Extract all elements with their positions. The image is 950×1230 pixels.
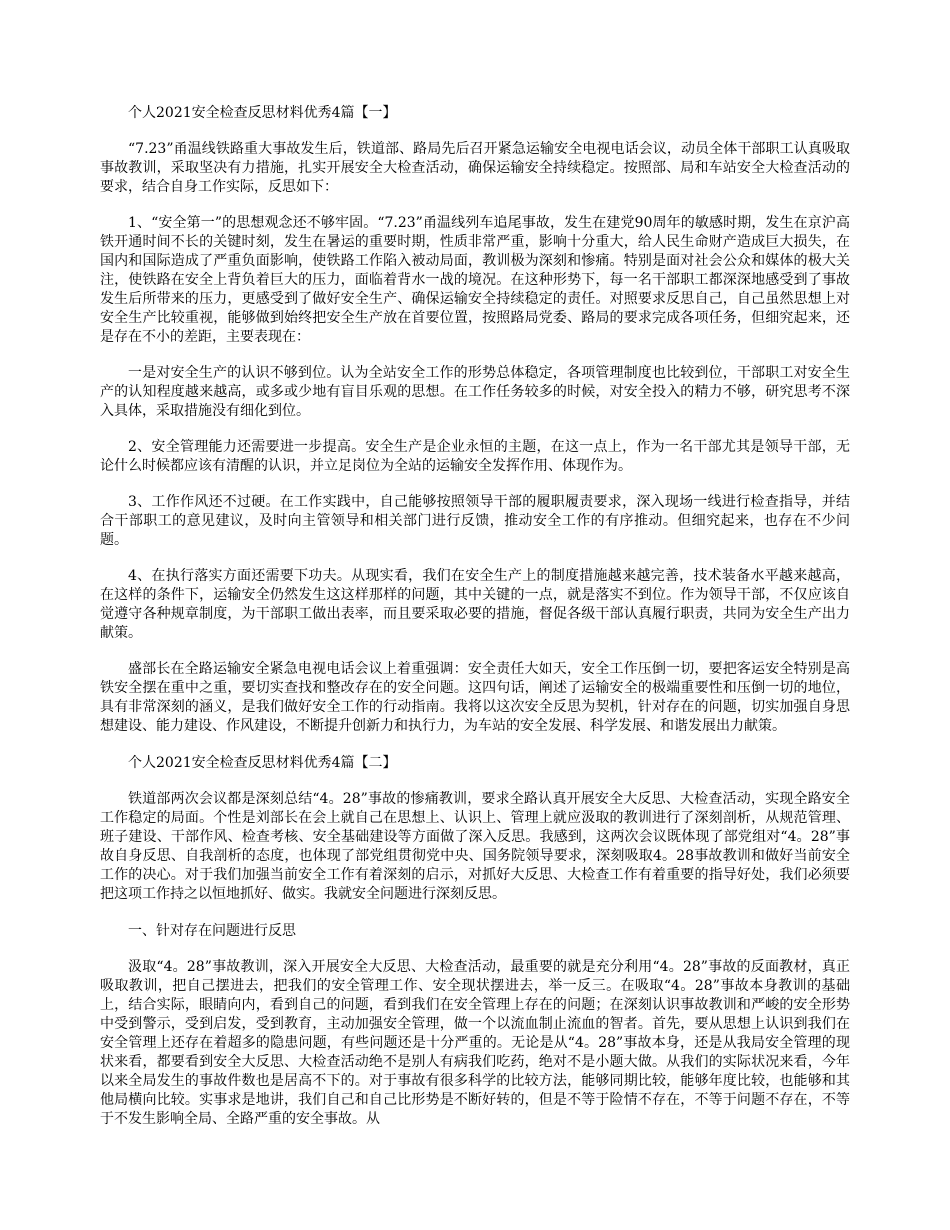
paragraph-4: 2、安全管理能力还需要进一步提高。安全生产是企业永恒的主题，在这一点上，作为一名干部尤其是领导干部，无论什么时候都应该有清醒的认识，并立足岗位为全站的运输安全发挥作用、体现作为。: [100, 439, 850, 474]
paragraph-6: 4、在执行落实方面还需要下功夫。从现实看，我们在安全生产上的制度措施越来越完善，技术装备水平越来越高，在这样的条件下，运输安全仍然发生这这样那样的问题，其中关键的一点，就是落实不到位。作为领导干部，不仅应该自觉遵守各种规章制度，为干部职工做出表率，而且要采取必要的措施，督促各级干部认真履行职责，共同为安全生产出力献策。: [100, 568, 850, 641]
paragraph-7: 盛部长在全路运输安全紧急电视电话会议上着重强调：安全责任大如天，安全工作压倒一切，要把客运安全特别是高铁安全摆在重中之重，要切实查找和整改存在的安全问题。这四句话，阐述了运输安全的极端重要性和压倒一切的地位，具有非常深刻的涵义，是我们做好安全工作的行动指南。我将以这次安全反思为契机，针对存在的问题，切实加强自身思想建设、能力建设、作风建设，不断提升创新力和执行力，为车站的安全发展、科学发展、和谐发展出力献策。: [100, 661, 850, 734]
section-heading-2: 个人2021安全检查反思材料优秀4篇【二】: [128, 755, 397, 771]
paragraph-5: 3、工作作风还不过硬。在工作实践中，自己能够按照领导干部的履职履责要求，深入现场一线进行检查指导，并结合干部职工的意见建议，及时向主管领导和相关部门进行反馈，推动安全工作的有序推动。但细究起来，也存在不少问题。: [100, 494, 850, 548]
paragraph-2: 1、“安全第一”的思想观念还不够牢固。“7.23”甬温线列车追尾事故，发生在建党90周年的敏感时期，发生在京沪高铁开通时间不长的关键时刻，发生在暑运的重要时期，性质非常严重，影响十分重大，给人民生命财产造成巨大损失，在国内和国际造成了严重负面影响，使铁路工作陷入被动局面，教训极为深刻和惨痛。特别是面对社会公众和媒体的极大关注，使铁路在安全上背负着巨大的压力，面临着背水一战的境况。在这种形势下，每一名干部职工都深深地感受到了事故发生后所带来的压力，更感受到了做好安全生产、确保运输安全持续稳定的责任。对照要求反思自己，自己虽然思想上对安全生产比较重视，能够做到始终把安全生产放在首要位置，按照路局党委、路局的要求完成各项任务，但细究起来，还是存在不小的差距，主要表现在：: [100, 215, 850, 345]
paragraph-8: 铁道部两次会议都是深刻总结“4。28”事故的惨痛教训，要求全路认真开展安全大反思、大检查活动，实现全路安全工作稳定的局面。个性是刘部长在会上就自己在思想上、认识上、管理上就应汲取的教训进行了深刻剖析，从规范管理、班子建设、干部作风、检查考核、安全基础建设等方面做了深入反思。我感到，这两次会议既体现了部党组对“4。28”事故自身反思、自我剖析的态度，也体现了部党组贯彻党中央、国务院领导要求，深刻吸取4。28事故教训和做好当前安全工作的决心。对于我们加强当前安全工作有着深刻的启示，对抓好大反思、大检查工作有着重要的指导好处，我们必须要把这项工作持之以恒地抓好、做实。我就安全问题进行深刻反思。: [100, 791, 850, 902]
paragraph-9: 汲取“4。28”事故教训，深入开展安全大反思、大检查活动，最重要的就是充分利用“4。28”事故的反面教材，真正吸取教训，把自己摆进去，把我们的安全管理工作、安全现状摆进去，举一反三。在吸取“4。28”事故本身教训的基础上，结合实际，眼睛向内，看到自己的问题，看到我们在安全管理上存在的问题；在深刻认识事故教训和严峻的安全形势中受到警示，受到启发，受到教育，主动加强安全管理，做一个以流血制止流血的智者。首先，要从思想上认识到我们在安全管理上还存在着超多的隐患问题，有些问题还是十分严重的。无论是从“4。28”事故本身，还是从我局安全管理的现状来看，都要看到安全大反思、大检查活动绝不是别人有病我们吃药，绝对不是小题大做。从我们的实际状况来看，今年以来全局发生的事故件数也是居高不下的。对于事故有很多科学的比较方法，能够同期比较，能够年度比较，也能够和其他局横向比较。实事求是地讲，我们自己和自己比形势是不断好转的，但是不等于险情不存在，不等于问题不存在，不等于不发生影响全局、全路严重的安全事故。从: [100, 959, 850, 1127]
section-heading-1: 个人2021安全检查反思材料优秀4篇【一】: [128, 105, 397, 121]
paragraph-3: 一是对安全生产的认识不够到位。认为全站安全工作的形势总体稳定，各项管理制度也比较到位，干部职工对安全生产的认知程度越来越高，或多或少地有盲目乐观的思想。在工作任务较多的时候，对安全投入的精力不够，研究思考不深入具体，采取措施没有细化到位。: [100, 365, 850, 419]
section-heading-3: 一、针对存在问题进行反思: [128, 923, 296, 939]
paragraph-1: “7.23”甬温线铁路重大事故发生后，铁道部、路局先后召开紧急运输安全电视电话会议，动员全体干部职工认真吸取事故教训，采取坚决有力措施，扎实开展安全大检查活动，确保运输安全持续稳定。按照部、局和车站安全大检查活动的要求，结合自身工作实际，反思如下：: [100, 141, 850, 195]
